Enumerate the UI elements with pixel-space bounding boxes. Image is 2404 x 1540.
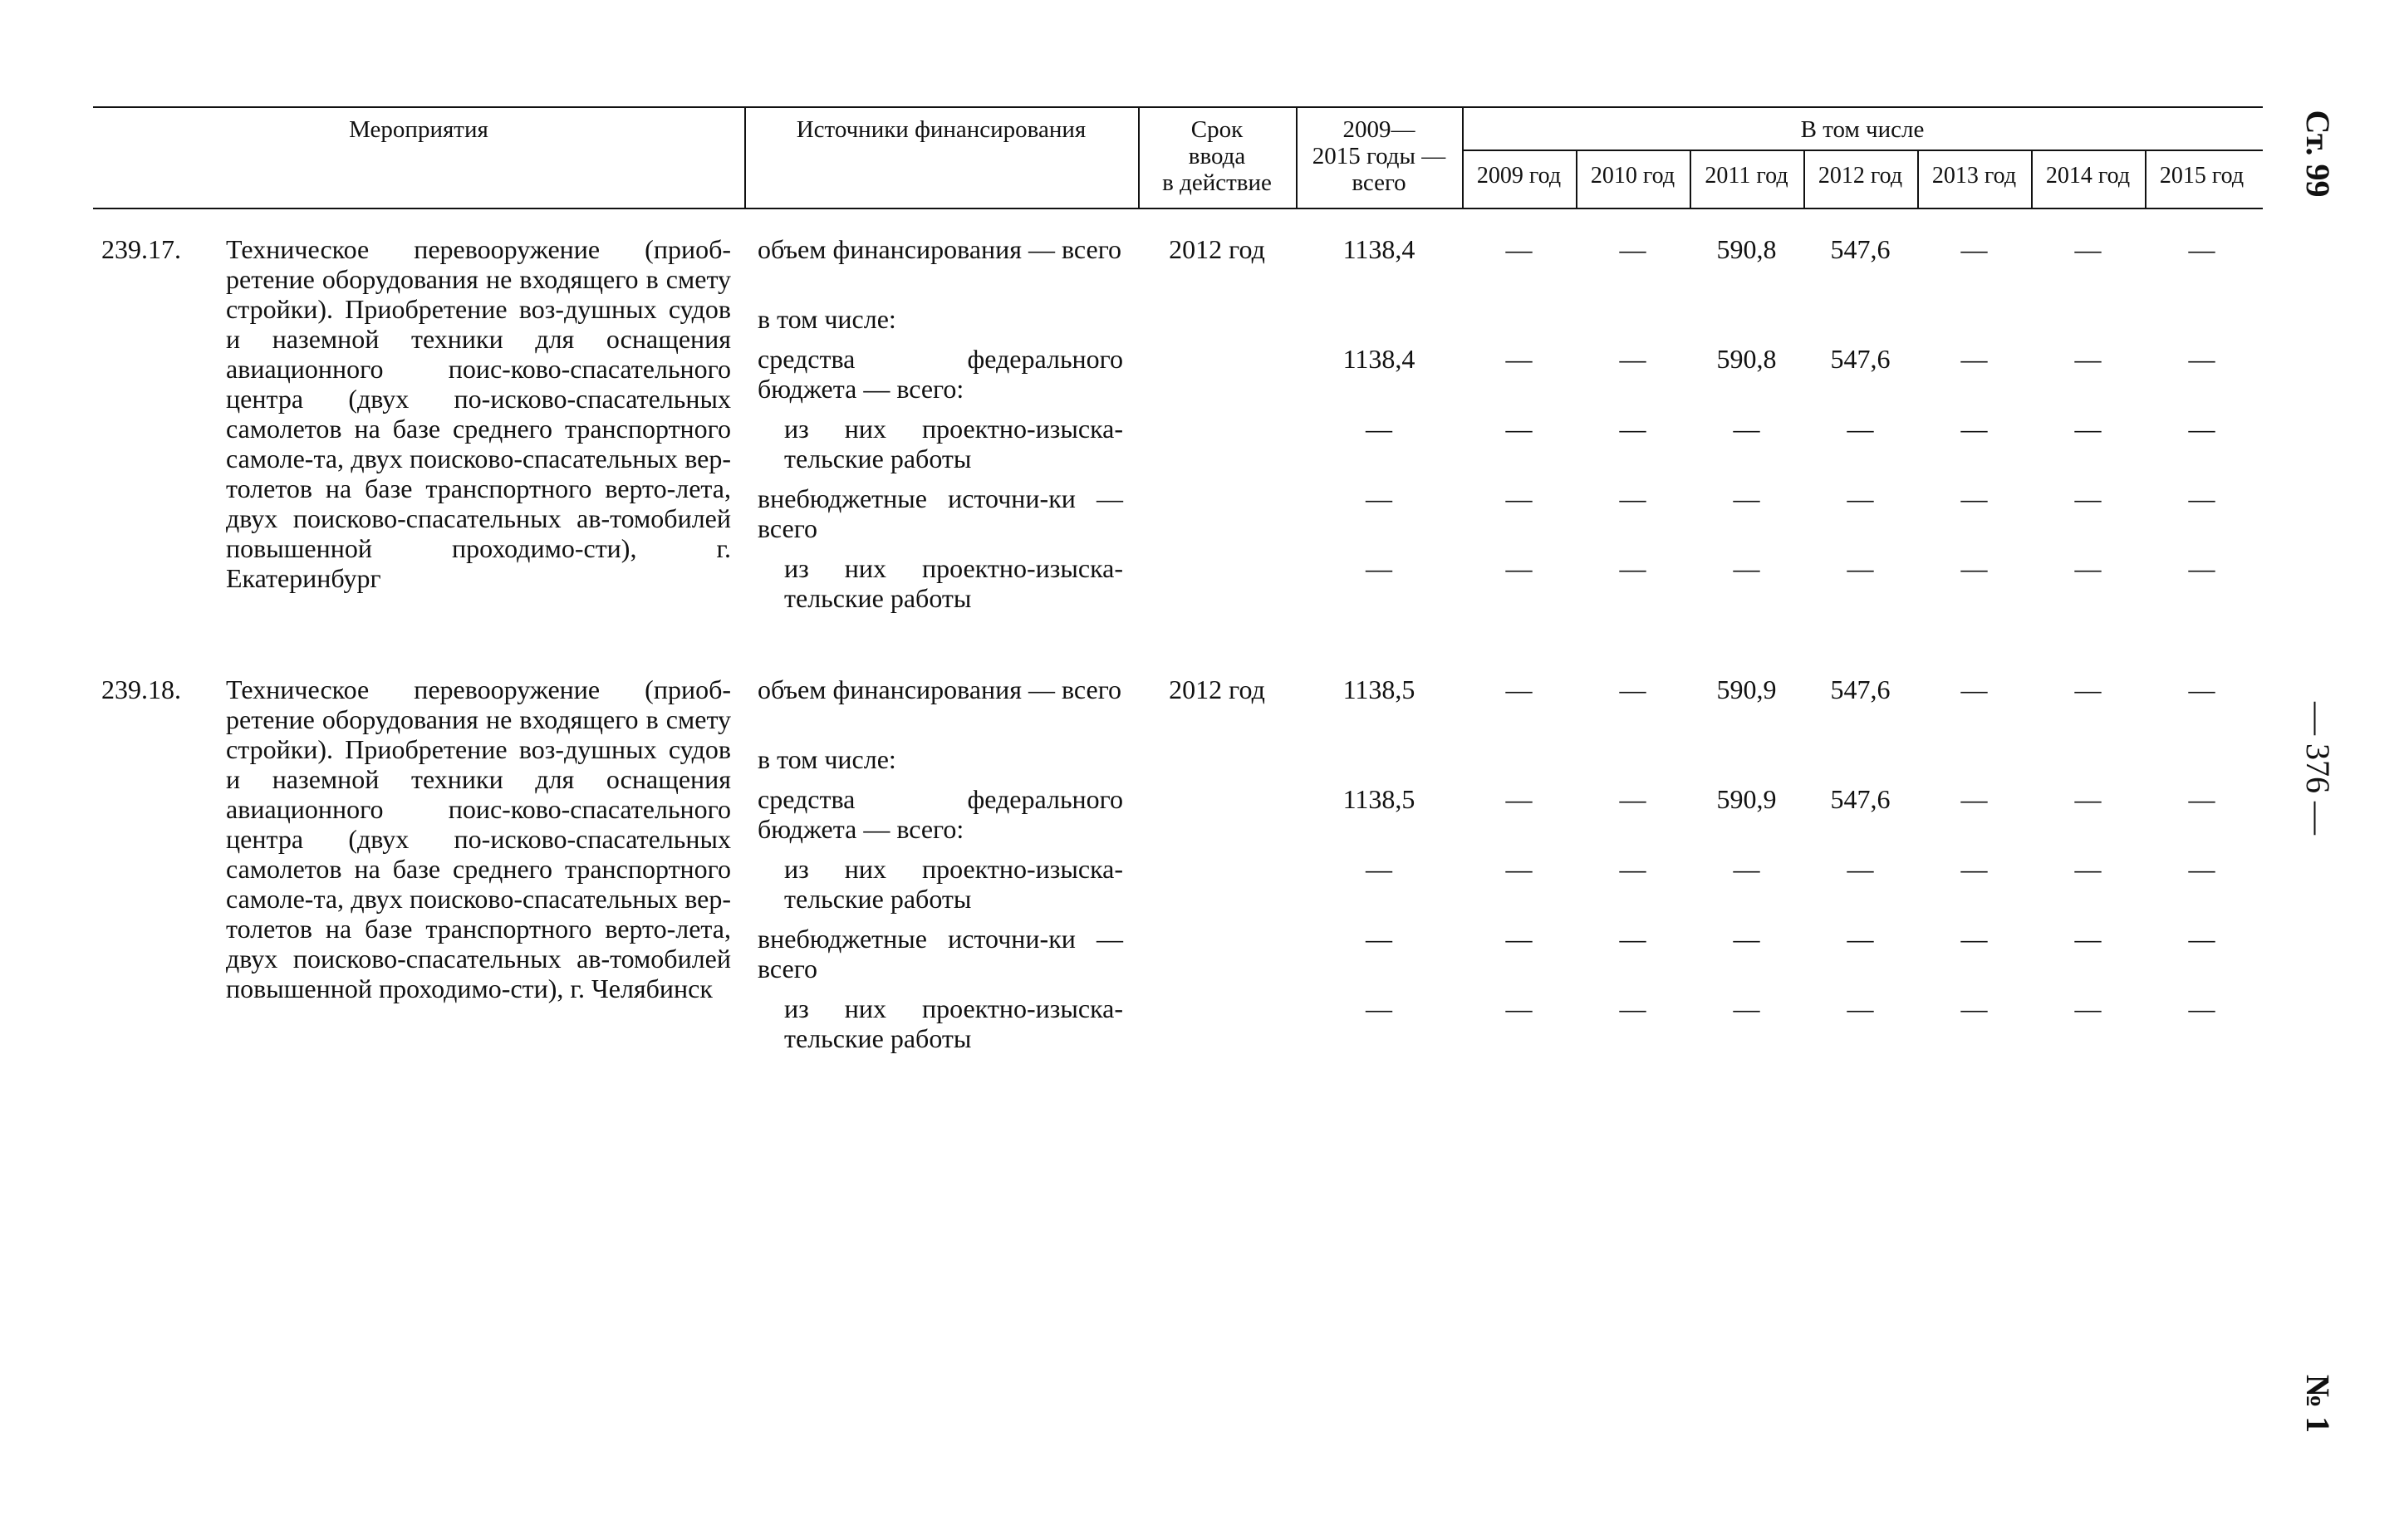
total-value: 1138,5 [1342,674,1415,704]
row-description: Техническое перевооружение (приоб-ретение оборудования не входящего в смету стройки). Приобретение воз-душных судов и наземной техники для оснащения авиационного поис-ково-спасательного центра (двух по-исково-спасательных самолетов на базе среднего транспортного самоле-та, двух поисково-спасательных вер-толетов на базе транспортного верто-лета, двух поисково-спасательных ав-томобилей повышенной проходимо-сти), г. Челябинск [226,674,731,1003]
total-value: — [1366,993,1392,1023]
year-value: 547,6 [1830,784,1891,814]
source-line: средства федерального бюджета — всего: [758,344,1123,404]
year-value: — [2188,674,2215,704]
year-value: — [1733,993,1760,1023]
year-value: — [1960,234,1988,264]
source-line: объем финансирования — всего [758,234,1122,264]
header-term-line-3: в действие [1162,169,1272,196]
source-line: внебюджетные источни-ки — всего [758,483,1123,543]
header-total-line-1: 2009— [1342,116,1415,143]
year-value: — [1733,483,1760,513]
year-value: 590,9 [1716,674,1777,704]
year-value: — [1505,234,1533,264]
row-description: Техническое перевооружение (приоб-ретение оборудования не входящего в смету стройки). Приобретение воз-душных судов и наземной техники для оснащения авиационного поис-ково-спасательного центра (двух по-исково-спасательных самолетов на базе среднего транспортного самоле-та, двух поисково-спасательных вер-толетов на базе транспортного верто-лета, двух поисково-спасательных ав-томобилей повышенной проходимо-сти), г. Екатеринбург [226,234,731,593]
year-header-rule [1462,150,2263,151]
year-value: — [1619,784,1646,814]
year-value: — [1505,483,1533,513]
year-value: — [2188,784,2215,814]
source-line: в том числе: [758,744,896,774]
total-value: 1138,5 [1342,784,1415,814]
year-value: 590,8 [1716,344,1777,374]
source-line: внебюджетные источни-ки — всего [758,924,1123,983]
year-value: — [1960,344,1988,374]
year-value: — [2074,414,2102,444]
year-value: — [2188,414,2215,444]
total-value: 1138,4 [1342,234,1415,264]
year-value: — [1960,924,1988,954]
source-line: из них проектно-изыска-тельские работы [784,993,1123,1053]
year-value: 590,9 [1716,784,1777,814]
year-value: — [2188,993,2215,1023]
year-value: — [1619,924,1646,954]
year-value: — [1619,344,1646,374]
year-value: — [2188,234,2215,264]
year-value: — [2074,784,2102,814]
issue-number: № 1 [2299,1374,2337,1434]
year-value: — [1847,414,1874,444]
year-value: — [1960,674,1988,704]
year-value: — [2188,924,2215,954]
source-line: из них проектно-изыска-тельские работы [784,414,1123,473]
year-value: — [1505,854,1533,884]
table-header-bottom-rule [93,208,2263,209]
year-value: — [2188,553,2215,583]
year-value: 590,8 [1716,234,1777,264]
year-value: — [1505,414,1533,444]
year-value: — [1960,854,1988,884]
year-value: — [1505,924,1533,954]
header-year-2015: 2015 год [2159,163,2245,189]
source-line: объем финансирования — всего [758,674,1122,704]
source-line: в том числе: [758,304,896,334]
year-value: — [2074,483,2102,513]
header-divider-1 [744,106,746,208]
header-including: В том числе [1800,116,1925,143]
year-value: — [1733,553,1760,583]
year-value: — [1505,784,1533,814]
header-year-2010: 2010 год [1590,163,1675,189]
year-value: — [1847,553,1874,583]
year-value: — [1960,993,1988,1023]
year-value: — [1733,414,1760,444]
total-value: — [1366,553,1392,583]
year-value: — [1619,483,1646,513]
year-value: — [2074,924,2102,954]
row-number: 239.17. [101,234,181,264]
year-value: — [2188,344,2215,374]
header-term-line-2: ввода [1188,143,1246,169]
year-value: — [1505,553,1533,583]
year-value: — [1619,854,1646,884]
year-value: — [1619,234,1646,264]
row-term: 2012 год [1169,674,1265,704]
article-number: Ст. 99 [2299,110,2337,198]
year-value: — [2074,234,2102,264]
year-value: — [1960,483,1988,513]
header-year-2012: 2012 год [1818,163,1903,189]
source-line: из них проектно-изыска-тельские работы [784,854,1123,914]
year-value: — [1960,553,1988,583]
year-value: — [1619,993,1646,1023]
year-value: — [2074,993,2102,1023]
year-value: — [1960,784,1988,814]
header-term-line-1: Срок [1190,116,1244,143]
total-value: — [1366,483,1392,513]
year-value: — [2074,674,2102,704]
source-line: из них проектно-изыска-тельские работы [784,553,1123,613]
year-value: — [1847,924,1874,954]
year-value: — [1505,674,1533,704]
year-value: — [1505,993,1533,1023]
year-value: — [1847,483,1874,513]
total-value: — [1366,414,1392,444]
row-term: 2012 год [1169,234,1265,264]
year-value: — [2074,344,2102,374]
row-number: 239.18. [101,674,181,704]
header-total-line-3: всего [1352,169,1406,196]
header-total-line-2: 2015 годы — [1312,143,1446,169]
year-value: — [1619,414,1646,444]
total-value: — [1366,854,1392,884]
year-value: — [1960,414,1988,444]
year-value: — [2074,854,2102,884]
year-value: — [1733,854,1760,884]
page-number: — 376 — [2299,702,2337,835]
header-year-2009: 2009 год [1476,163,1562,189]
source-line: средства федерального бюджета — всего: [758,784,1123,844]
header-sources: Источники финансирования [796,116,1087,143]
total-value: 1138,4 [1342,344,1415,374]
year-value: 547,6 [1830,674,1891,704]
header-year-2011: 2011 год [1705,163,1788,189]
year-value: — [1619,674,1646,704]
header-year-2013: 2013 год [1931,163,2017,189]
year-value: — [2188,854,2215,884]
year-value: — [1505,344,1533,374]
table-top-rule [93,106,2263,108]
year-value: — [1733,924,1760,954]
total-value: — [1366,924,1392,954]
year-value: — [2074,553,2102,583]
year-value: — [1619,553,1646,583]
header-year-2014: 2014 год [2045,163,2131,189]
year-value: 547,6 [1830,344,1891,374]
year-value: 547,6 [1830,234,1891,264]
year-value: — [2188,483,2215,513]
year-value: — [1847,993,1874,1023]
year-value: — [1847,854,1874,884]
header-activities: Мероприятия [349,116,488,143]
